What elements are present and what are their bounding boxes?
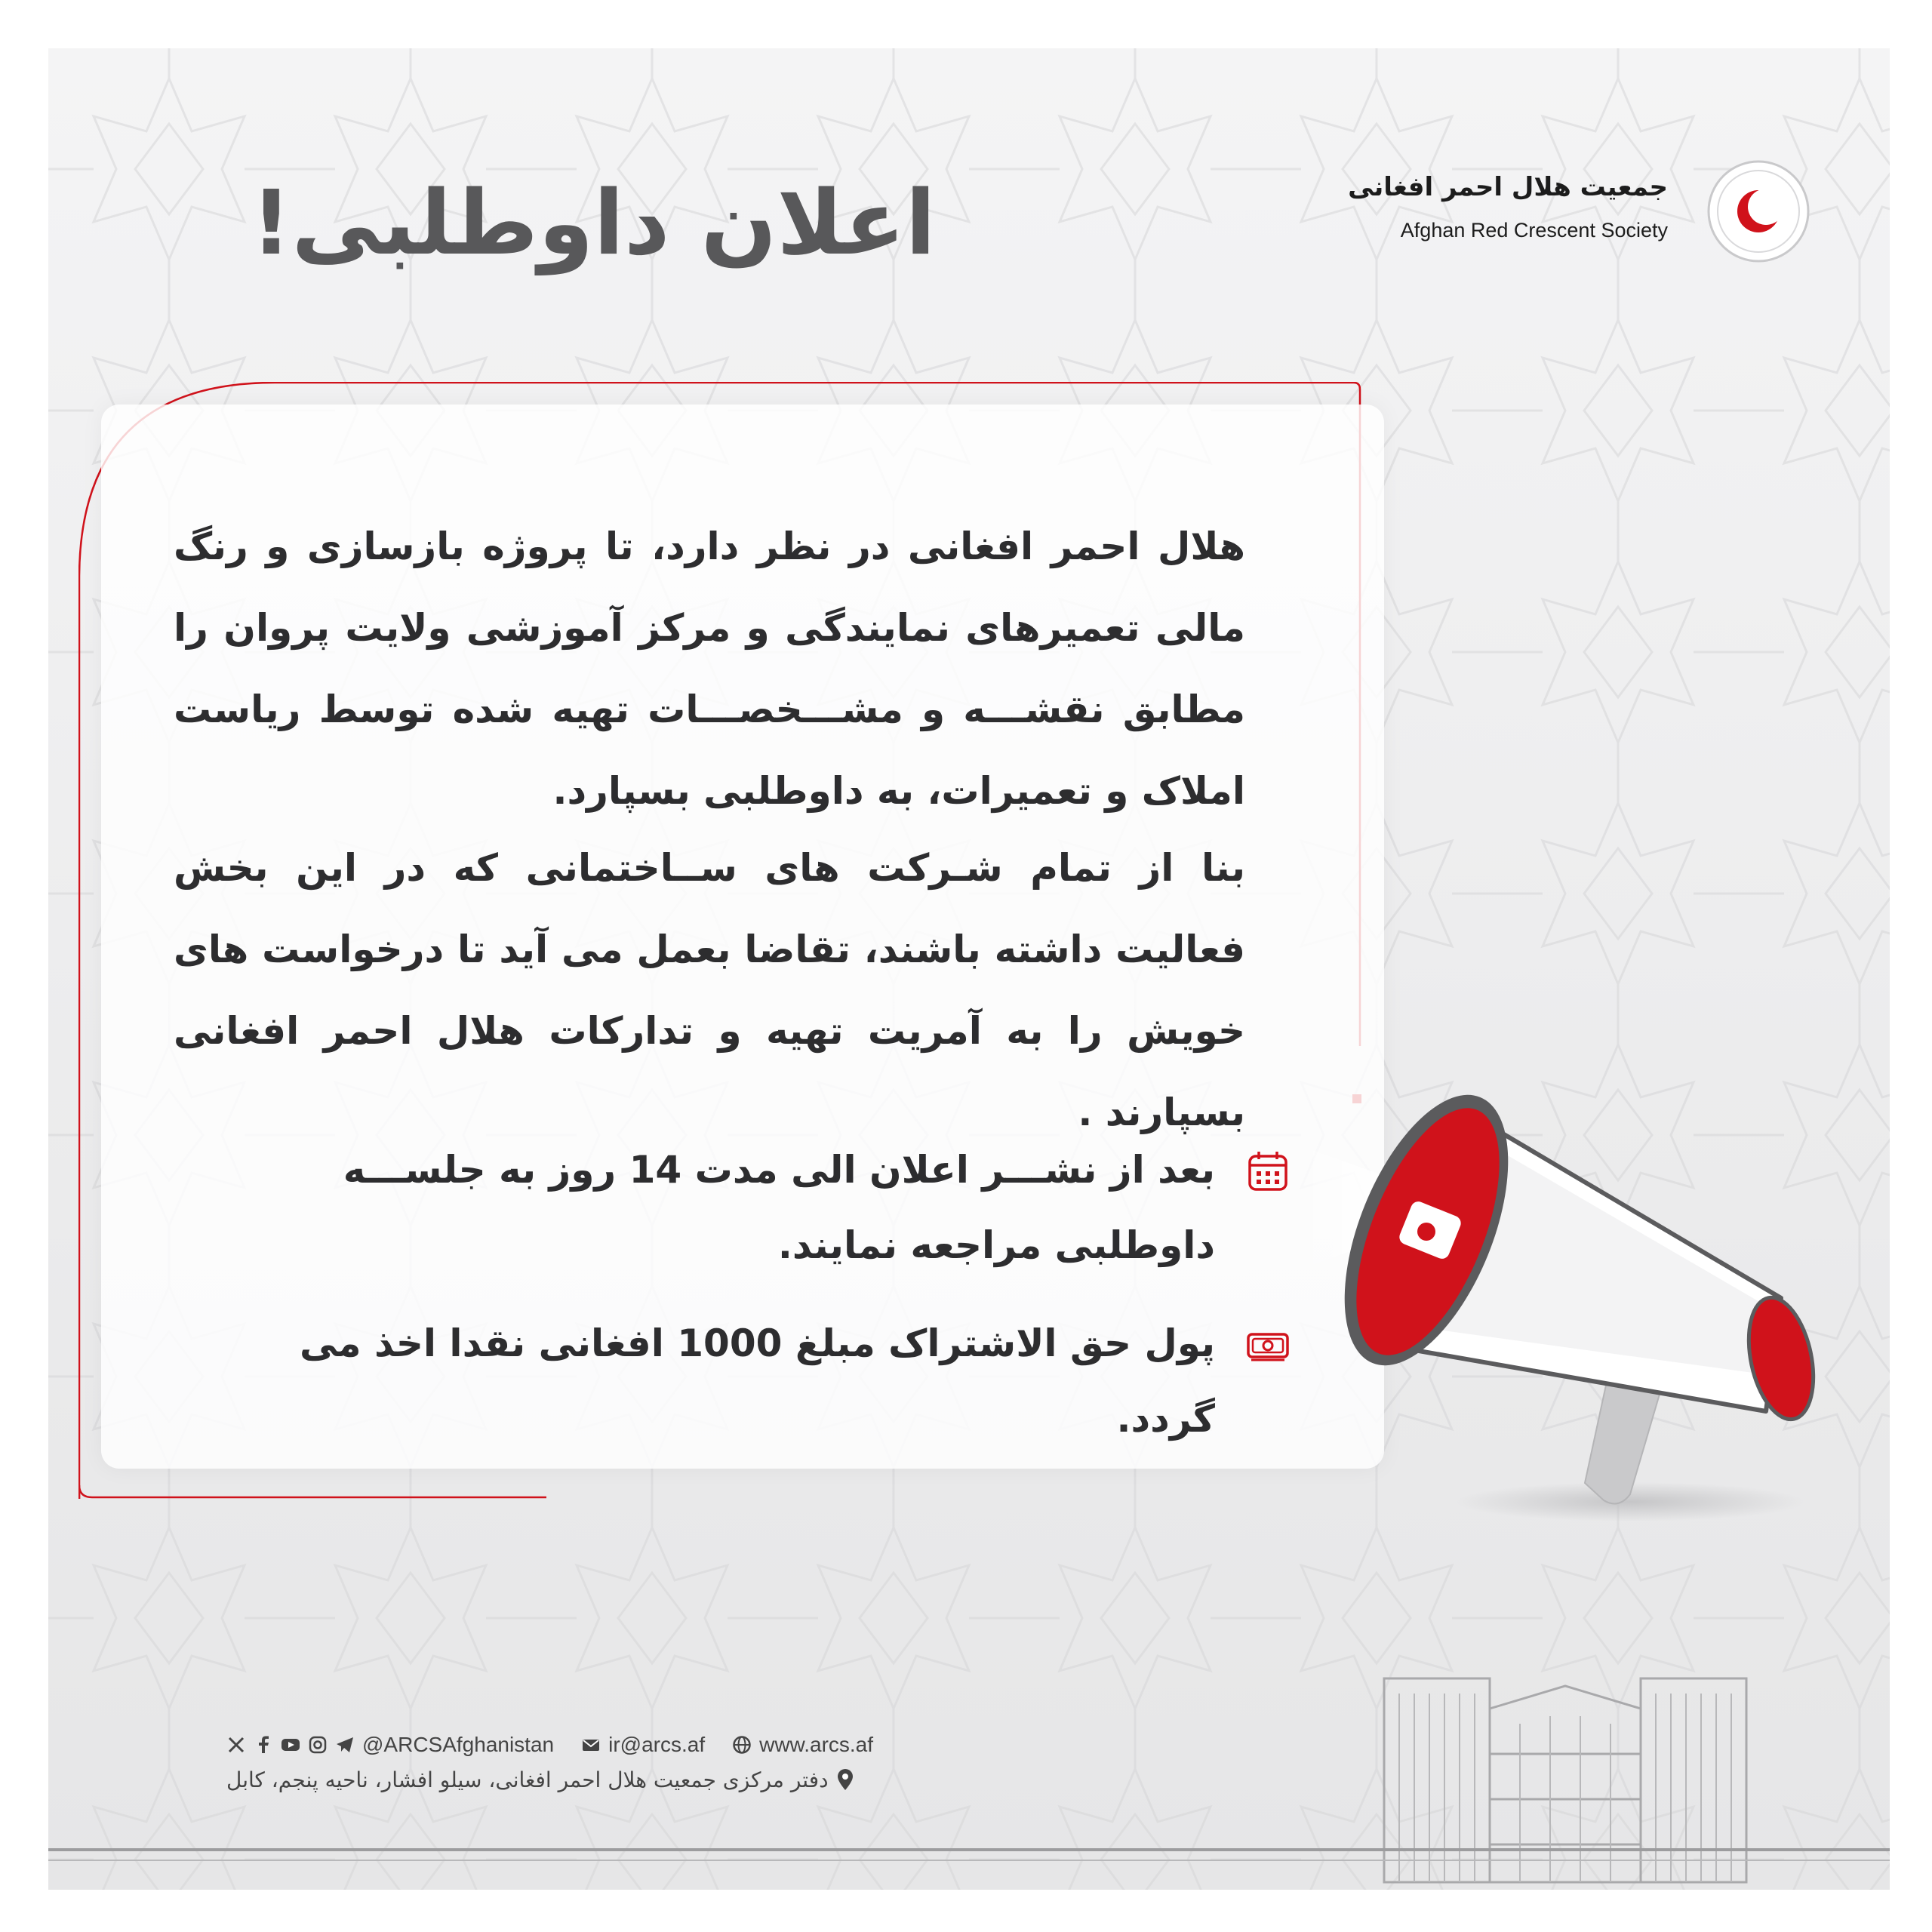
office-address: دفتر مرکزی جمعیت هلال احمر افغانی، سیلو افشار، ناحیه پنجم، کابل (226, 1767, 829, 1792)
money-icon (1245, 1322, 1291, 1367)
org-name-english: Afghan Red Crescent Society (1400, 219, 1668, 242)
social-group (226, 1733, 554, 1757)
footer-baseline (48, 1848, 1890, 1851)
footer-address-row (226, 1763, 906, 1796)
bullet-item-deadline (174, 1132, 1291, 1283)
website-url[interactable]: www.arcs.af (759, 1733, 874, 1756)
globe-icon (732, 1735, 752, 1755)
red-crescent-logo-icon (1706, 158, 1811, 264)
calendar-icon (1245, 1149, 1291, 1194)
bullet-item-fee (174, 1306, 1291, 1457)
announcement-paragraph-1: هلال احمر افغانی در نظر دارد، تا پروژه بازسازی و رنگ مالی تعمیرهای نمایندگی و مرکز آموزشی ولایت پروان را مطابق نقشـــه و مشـــخصـــات تهیه شده توسط ریاست املاک و تعمیرات، به داوطلبی بسپارد. (174, 525, 1245, 813)
bullet-text-deadline: بعد از نشـــر اعلان الی مدت 14 روز به جلســـه داوطلبی مراجعه نمایند. (343, 1148, 1215, 1267)
building-illustration (1369, 1663, 1761, 1890)
instagram-icon[interactable] (308, 1735, 328, 1755)
footer-contact-row (226, 1728, 981, 1761)
organization-branding (1283, 158, 1811, 264)
megaphone-icon (1313, 1072, 1826, 1540)
x-icon[interactable] (226, 1735, 246, 1755)
telegram-icon[interactable] (335, 1735, 355, 1755)
footer-baseline-thin (48, 1860, 1890, 1861)
announcement-paragraph-2: بنا از تمام شـرکت های ســاختمانی که در این بخش فعالیت داشته باشند، تقاضا بعمل می آید تا درخواست های خویش را به آمریت تهیه و تدارکات هلال احمر افغانی بسپارند . (174, 846, 1245, 1134)
page-title: اعلان داوطلبی! (251, 171, 936, 275)
location-pin-icon (836, 1768, 854, 1791)
bullet-text-fee: پول حق الاشتراک مبلغ 1000 افغانی نقدا اخذ می گردد. (300, 1321, 1215, 1441)
website-group (732, 1733, 873, 1757)
org-name-persian: جمعیت هلال احمر افغانی (1348, 172, 1668, 202)
email-group (581, 1733, 705, 1757)
social-handle[interactable]: @ARCSAfghanistan (362, 1733, 555, 1756)
facebook-icon[interactable] (254, 1735, 273, 1755)
email-address[interactable]: ir@arcs.af (608, 1733, 706, 1756)
youtube-icon[interactable] (281, 1735, 300, 1755)
email-icon (581, 1735, 601, 1755)
